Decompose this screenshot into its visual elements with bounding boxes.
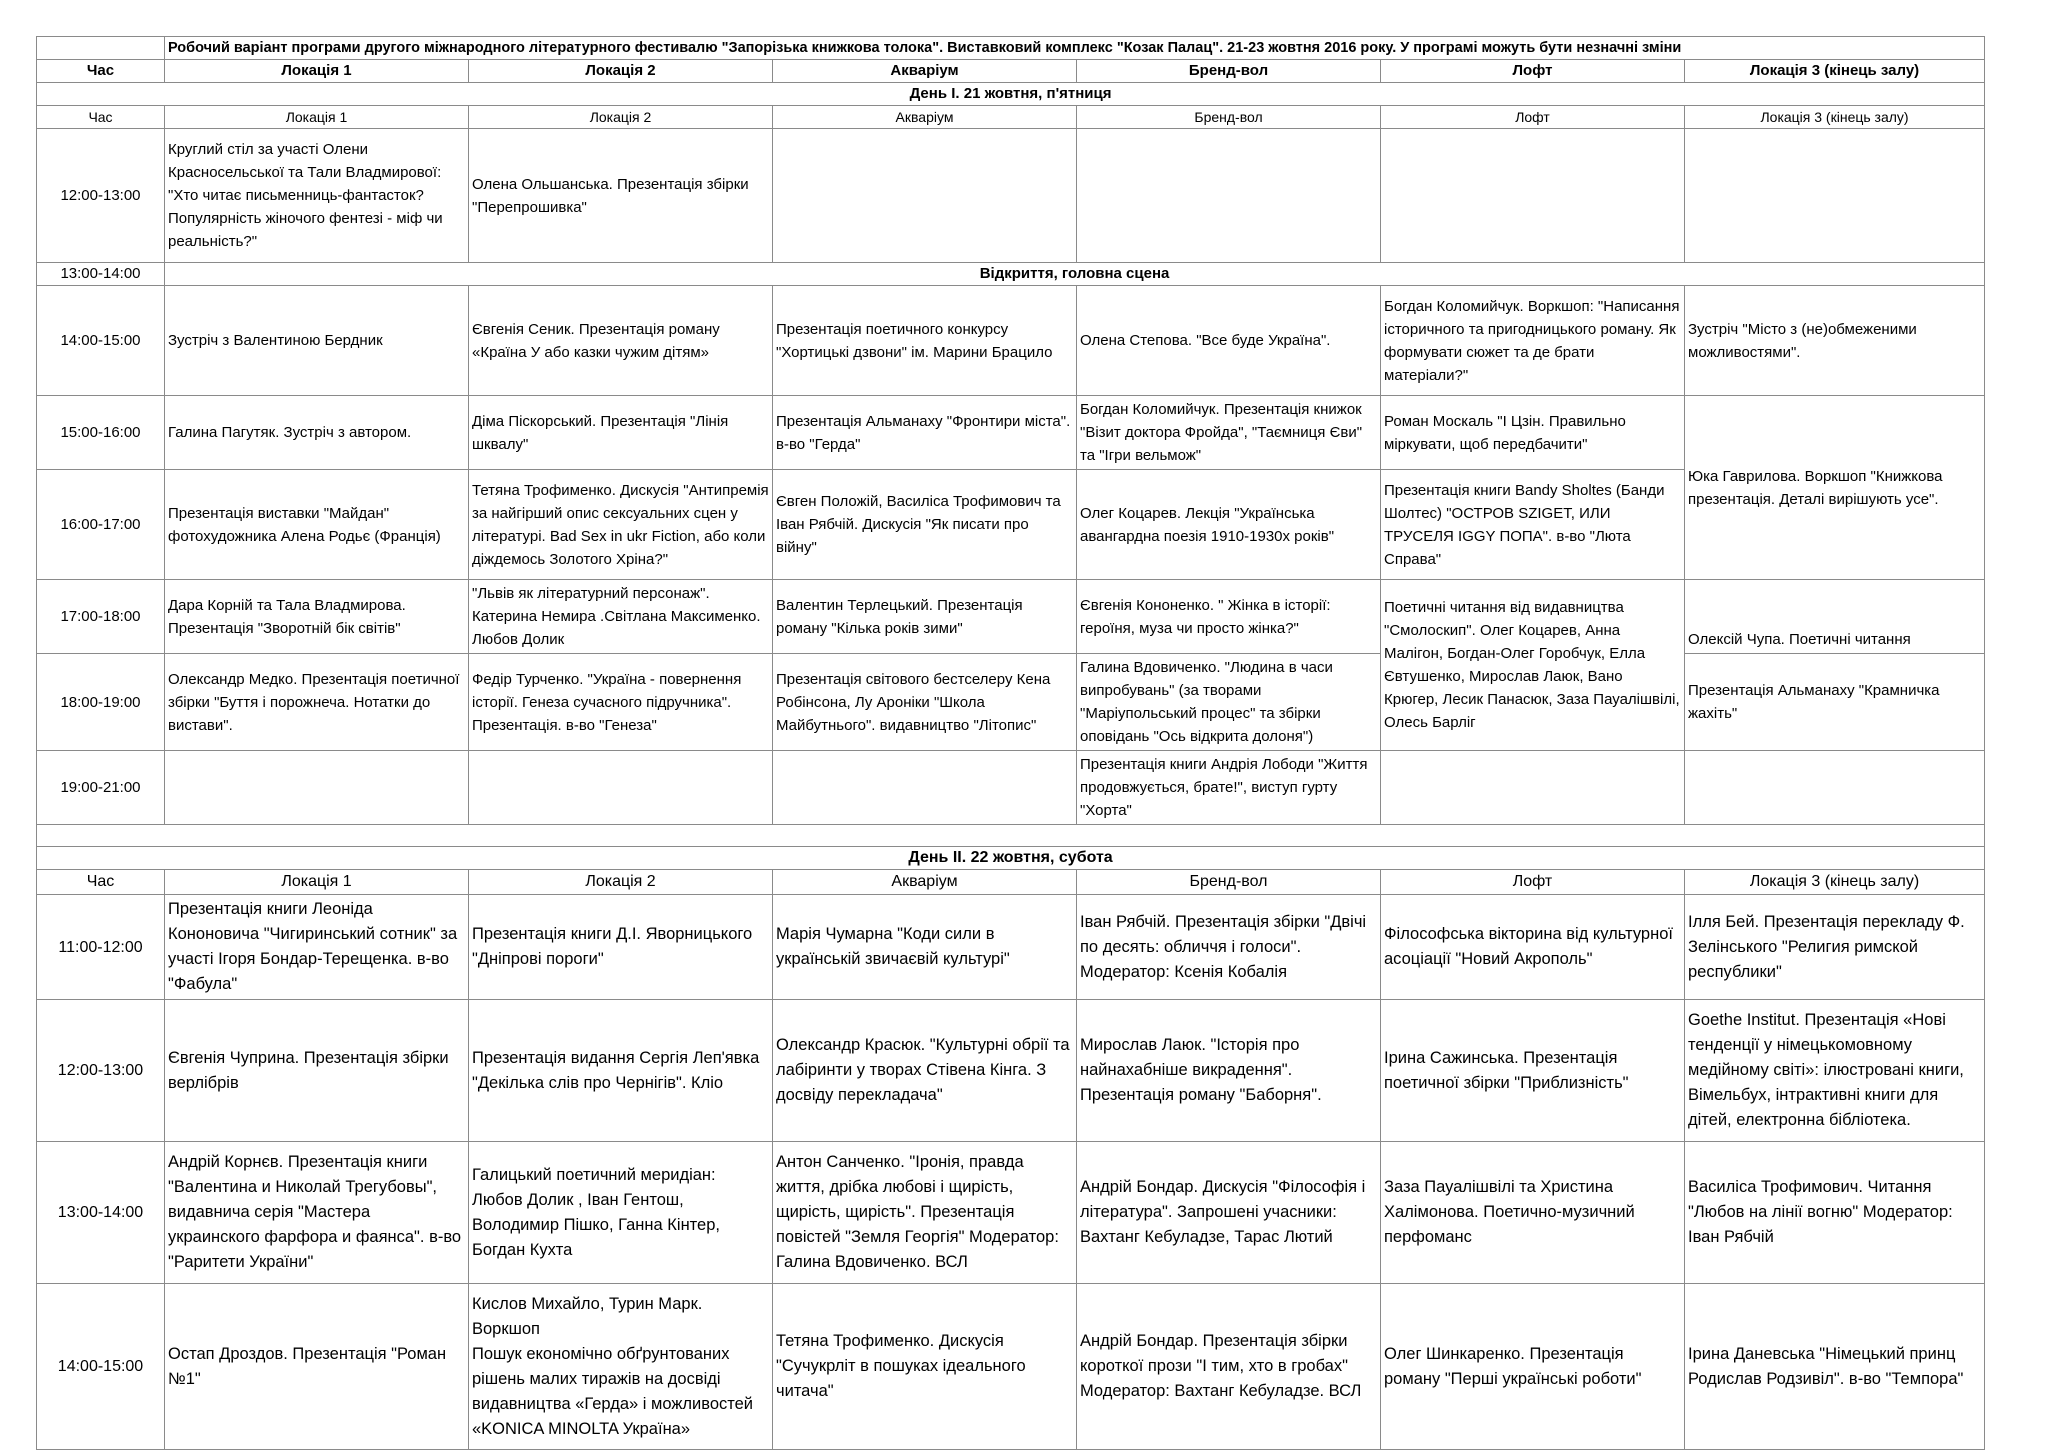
event-cell: Презентація книги Д.І. Яворницького "Дніпрові пороги" <box>469 895 773 1000</box>
event-cell: Олександр Красюк. "Культурні обрії та лабіринти у творах Стівена Кінга. З досвіду перекладача" <box>773 1000 1077 1142</box>
col-header-location-1: Локація 1 <box>165 60 469 83</box>
event-cell: Василіса Трофимович. Читання "Любов на лінії вогню" Модератор: Іван Рябчій <box>1685 1142 1985 1284</box>
col-header-time: Час <box>37 60 165 83</box>
event-cell <box>773 751 1077 825</box>
time-slot: 17:00-18:00 <box>37 580 165 654</box>
col-header-time: Час <box>37 106 165 129</box>
event-cell: Богдан Коломийчук. Воркшоп: "Написання історичного та пригодницького роману. Як формувати сюжет та де брати матеріали?" <box>1381 286 1685 396</box>
schedule-row <box>37 895 1985 1000</box>
col-header-aquarium: Акваріум <box>773 106 1077 129</box>
event-cell: Олег Коцарев. Лекція "Українська авангардна поезія 1910-1930х років" <box>1077 470 1381 580</box>
event-cell: Олена Ольшанська. Презентація збірки "Перепрошивка" <box>469 129 773 263</box>
event-cell: Євгенія Сеник. Презентація роману «Країна У або казки чужим дітям» <box>469 286 773 396</box>
time-slot: 15:00-16:00 <box>37 396 165 470</box>
event-cell: Заза Пауалішвілі та Христина Халімонова. Поетично-музичний перфоманс <box>1381 1142 1685 1284</box>
col-header-location-2: Локація 2 <box>469 60 773 83</box>
event-cell: Круглий стіл за участі Олени Красносельської та Тали Владмирової: "Хто читає письменниць-фантасток? Популярність жіночого фентезі - міф чи реальність?" <box>165 129 469 263</box>
spacer-row <box>37 825 1985 847</box>
event-cell: Валентин Терлецький. Презентація роману "Кілька років зими" <box>773 580 1077 654</box>
event-cell: Марія Чумарна "Коди сили в українській звичаєвій культурі" <box>773 895 1077 1000</box>
event-cell: Євген Положій, Василіса Трофимович та Іван Рябчій. Дискусія "Як писати про війну" <box>773 470 1077 580</box>
col-header-loft: Лофт <box>1381 60 1685 83</box>
event-cell: Зустріч "Місто з (не)обмеженими можливостями". <box>1685 286 1985 396</box>
col-header-location-3: Локація 3 (кінець залу) <box>1685 870 1985 895</box>
event-cell <box>1077 129 1381 263</box>
event-cell: Галицький поетичний меридіан: Любов Долик , Іван Гентош, Володимир Пішко, Ганна Кінтер, Богдан Кухта <box>469 1142 773 1284</box>
time-slot: 12:00-13:00 <box>37 129 165 263</box>
program-banner: Робочий варіант програми другого міжнародного літературного фестивалю "Запорізька книжкова толока". Виставковий комплекс "Козак Палац". 21-23 жовтня 2016 року. У програмі можуть бути незначні зміни <box>165 37 1985 60</box>
event-cell: Євгенія Чуприна. Презентація збірки верлібрів <box>165 1000 469 1142</box>
event-cell <box>1381 129 1685 263</box>
event-cell: "Львів як літературний персонаж". Катерина Немира .Світлана Максименко. Любов Долик <box>469 580 773 654</box>
event-cell: Презентація видання Сергія Леп'явка "Декілька слів про Чернігів". Кліо <box>469 1000 773 1142</box>
event-cell: Презентація світового бестселеру Кена Робінсона, Лу Ароніки "Школа Майбутнього". видавництво "Літопис" <box>773 654 1077 751</box>
event-cell: Андрій Бондар. Дискусія "Філософія і література". Запрошені учасники: Вахтанг Кебуладзе, Тарас Лютий <box>1077 1142 1381 1284</box>
event-cell: Goethe Institut. Презентація «Нові тенденції у німецькомовному медійному світі»: ілюстровані книги, Вімельбух, інтрактивні книги для дітей, електронна бібліотека. <box>1685 1000 1985 1142</box>
event-cell: Презентація виставки "Майдан" фотохудожника Алена Родьє (Франція) <box>165 470 469 580</box>
time-slot: 13:00-14:00 <box>37 263 165 286</box>
event-cell: Андрій Корнєв. Презентація книги "Валентина и Николай Трегубовы", видавнича серія "Мастера украинского фарфора и фаянса". в-во "Раритети України" <box>165 1142 469 1284</box>
time-slot: 19:00-21:00 <box>37 751 165 825</box>
event-cell: Презентація книги Bandy Sholtes (Банди Шолтес) "ОСТРОВ SZIGET, ИЛИ ТРУСЕЛЯ IGGY ПОПА". в-во "Люта Справа" <box>1381 470 1685 580</box>
schedule-row <box>37 129 1985 263</box>
event-cell <box>773 129 1077 263</box>
event-cell: Галина Пагутяк. Зустріч з автором. <box>165 396 469 470</box>
event-cell: Ірина Сажинська. Презентація поетичної збірки "Приблизність" <box>1381 1000 1685 1142</box>
col-header-brand-wall: Бренд-вол <box>1077 870 1381 895</box>
event-cell <box>1685 751 1985 825</box>
time-slot: 16:00-17:00 <box>37 470 165 580</box>
col-header-location-1: Локація 1 <box>165 106 469 129</box>
event-cell: Андрій Бондар. Презентація збірки короткої прози "І тим, хто в гробах" Модератор: Вахтанг Кебуладзе. ВСЛ <box>1077 1284 1381 1450</box>
event-cell: Тетяна Трофименко. Дискусія "Сучукрліт в пошуках ідеального читача" <box>773 1284 1077 1450</box>
col-header-location-1: Локація 1 <box>165 870 469 895</box>
schedule-row <box>37 1142 1985 1284</box>
schedule-row <box>37 263 1985 286</box>
event-cell: Мирослав Лаюк. "Історія про найнахабніше викрадення". Презентація роману "Баборня". <box>1077 1000 1381 1142</box>
spacer-cell <box>37 825 1985 847</box>
event-cell: Антон Санченко. "Іронія, правда життя, дрібка любові і щирість, щирість, щирість". Презентація повістей "Земля Георгія" Модератор: Галина Вдовиченко. ВСЛ <box>773 1142 1077 1284</box>
event-cell: Остап Дроздов. Презентація "Роман №1" <box>165 1284 469 1450</box>
banner-spacer <box>37 37 165 60</box>
day-1-title: День І. 21 жовтня, п'ятниця <box>37 83 1985 106</box>
col-header-location-2: Локація 2 <box>469 106 773 129</box>
time-slot: 14:00-15:00 <box>37 286 165 396</box>
event-cell: Олена Степова. "Все буде Україна". <box>1077 286 1381 396</box>
event-cell: Презентація Альманаху "Фронтири міста". в-во "Герда" <box>773 396 1077 470</box>
event-cell: Тетяна Трофименко. Дискусія "Антипремія за найгірший опис сексуальних сцен у літературі. Bad Sex in ukr Fiction, або коли діждемось Золотого Хріна?" <box>469 470 773 580</box>
event-cell: Федір Турченко. "Україна - повернення історії. Генеза сучасного підручника". Презентація. в-во "Генеза" <box>469 654 773 751</box>
event-cell: Презентація поетичного конкурсу "Хортицькі дзвони" ім. Марини Брацило <box>773 286 1077 396</box>
col-header-location-3: Локація 3 (кінець залу) <box>1685 60 1985 83</box>
event-cell: Кислов Михайло, Турин Марк. Воркшоп Пошук економічно обґрунтованих рішень малих тиражів на досвіді видавництва «Герда» і можливостей «KONICA MINOLTA Україна» <box>469 1284 773 1450</box>
opening-event: Відкриття, головна сцена <box>165 263 1985 286</box>
day-2-title: День ІІ. 22 жовтня, субота <box>37 847 1985 870</box>
event-cell: Галина Вдовиченко. "Людина в часи випробувань" (за творами "Маріупольський процес" та збірки оповідань "Ось відкрита долоня") <box>1077 654 1381 751</box>
schedule-row <box>37 1000 1985 1142</box>
schedule-row <box>37 1284 1985 1450</box>
schedule-row <box>37 751 1985 825</box>
event-cell: Олег Шинкаренко. Презентація роману "Перші українські роботи" <box>1381 1284 1685 1450</box>
schedule-row <box>37 286 1985 396</box>
event-cell <box>469 751 773 825</box>
event-cell: Олександр Медко. Презентація поетичної збірки "Буття і порожнеча. Нотатки до вистави". <box>165 654 469 751</box>
event-cell <box>1685 129 1985 263</box>
col-header-brand-wall: Бренд-вол <box>1077 60 1381 83</box>
event-cell <box>1381 751 1685 825</box>
col-header-brand-wall: Бренд-вол <box>1077 106 1381 129</box>
time-slot: 13:00-14:00 <box>37 1142 165 1284</box>
col-header-time: Час <box>37 870 165 895</box>
event-cell <box>165 751 469 825</box>
event-cell: Богдан Коломийчук. Презентація книжок "Візит доктора Фройда", "Таємниця Єви" та "Ігри вельмож" <box>1077 396 1381 470</box>
event-cell: Поетичні читання від видавництва "Смолоскип". Олег Коцарев, Анна Малігон, Богдан-Олег Горобчук, Елла Євтушенко, Мирослав Лаюк, Вано Крюгер, Лесик Панасюк, Заза Пауалішвілі, Олесь Барліг <box>1381 580 1685 751</box>
event-cell: Презентація книги Леоніда Кононовича "Чигиринський сотник" за участі Ігоря Бондар-Терещенка. в-во "Фабула" <box>165 895 469 1000</box>
event-cell: Іван Рябчій. Презентація збірки "Двічі по десять: обличчя і голоси". Модератор: Ксенія Кобалія <box>1077 895 1381 1000</box>
schedule-row <box>37 580 1985 654</box>
col-header-loft: Лофт <box>1381 106 1685 129</box>
event-cell: Презентація Альманаху "Крамничка жахіть" <box>1685 654 1985 751</box>
event-cell: Ірина Даневська "Німецький принц Родислав Родзивіл". в-во "Темпора" <box>1685 1284 1985 1450</box>
event-cell: Олексій Чупа. Поетичні читання <box>1685 580 1985 654</box>
time-slot: 11:00-12:00 <box>37 895 165 1000</box>
col-header-location-2: Локація 2 <box>469 870 773 895</box>
col-header-aquarium: Акваріум <box>773 60 1077 83</box>
col-header-aquarium: Акваріум <box>773 870 1077 895</box>
event-cell: Ілля Бей. Презентація перекладу Ф. Зелінського "Религия римской республики" <box>1685 895 1985 1000</box>
event-cell: Дара Корній та Тала Владмирова. Презентація "Зворотній бік світів" <box>165 580 469 654</box>
schedule-row <box>37 654 1985 751</box>
time-slot: 18:00-19:00 <box>37 654 165 751</box>
event-cell: Презентація книги Андрія Лободи "Життя продовжується, брате!", виступ гурту "Хорта" <box>1077 751 1381 825</box>
time-slot: 14:00-15:00 <box>37 1284 165 1450</box>
col-header-location-3: Локація 3 (кінець залу) <box>1685 106 1985 129</box>
program-table <box>36 36 1985 1450</box>
col-header-loft: Лофт <box>1381 870 1685 895</box>
event-cell: Роман Москаль "І Цзін. Правильно міркувати, щоб передбачити" <box>1381 396 1685 470</box>
event-cell: Діма Піскорський. Презентація "Лінія шквалу" <box>469 396 773 470</box>
schedule-row <box>37 396 1985 470</box>
time-slot: 12:00-13:00 <box>37 1000 165 1142</box>
event-cell: Зустріч з Валентиною Бердник <box>165 286 469 396</box>
event-cell: Юка Гаврилова. Воркшоп "Книжкова презентація. Деталі вирішують усе". <box>1685 396 1985 580</box>
event-cell: Філософська вікторина від культурної асоціації "Новий Акрополь" <box>1381 895 1685 1000</box>
event-cell: Євгенія Кононенко. " Жінка в історії: героїня, муза чи просто жінка?" <box>1077 580 1381 654</box>
